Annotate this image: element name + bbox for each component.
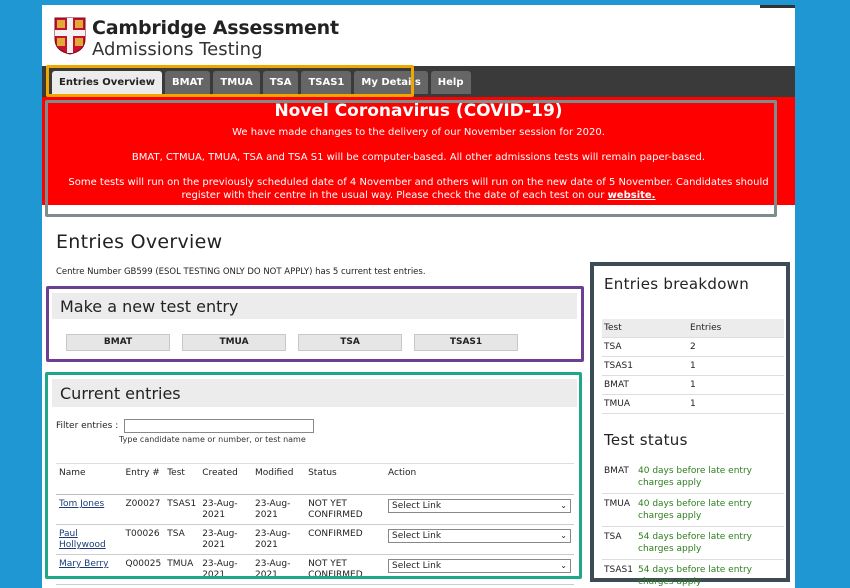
tab-help[interactable]: Help — [431, 71, 471, 94]
entry-created: 23-Aug-2021 — [199, 495, 252, 525]
banner-line-3: Some tests will run on the previously scheduled date of 4 November and others will run on the new date of 5 November. Candidates should register with their centre in the usual way. Please check the date of each test on our website. — [68, 177, 769, 201]
breakdown-count: 2 — [688, 338, 784, 357]
table-row — [602, 357, 784, 376]
status-text: 54 days before late entry charges apply — [636, 560, 784, 588]
tab-entries-overview[interactable]: Entries Overview — [52, 71, 162, 94]
breakdown-test: TMUA — [602, 395, 688, 414]
table-row — [602, 527, 784, 560]
entry-modified: 23-Aug-2021 — [252, 555, 305, 585]
col-action: Action — [385, 464, 574, 495]
entry-test: TMUA — [164, 555, 199, 585]
breakdown-title: Entries breakdown — [604, 275, 750, 293]
page-title: Entries Overview — [56, 231, 223, 253]
breakdown-count: 1 — [688, 376, 784, 395]
website-link[interactable]: website. — [607, 190, 656, 201]
crest-icon — [54, 17, 86, 55]
breakdown-header-row — [602, 319, 784, 338]
highlight-box-current-entries — [45, 372, 582, 579]
col-modified: Modified — [252, 464, 305, 495]
status-text: 40 days before late entry charges apply — [636, 461, 784, 494]
filter-hint: Type candidate name or number, or test name — [119, 435, 306, 444]
banner-line-2: BMAT, CTMUA, TMUA, TSA and TSA S1 will be computer-based. All other admissions tests will remain paper-based. — [131, 152, 706, 163]
breakdown-test: BMAT — [602, 376, 688, 395]
entry-status: CONFIRMED — [305, 525, 385, 555]
status-test: TSA — [602, 527, 636, 560]
logo-title: Cambridge Assessment — [92, 17, 339, 39]
table-row — [602, 560, 784, 588]
col-created: Created — [199, 464, 252, 495]
entry-modified: 23-Aug-2021 — [252, 495, 305, 525]
banner-title: Novel Coronavirus (COVID-19) — [274, 101, 563, 121]
top-accent-bar — [760, 5, 795, 8]
entry-modified: 23-Aug-2021 — [252, 525, 305, 555]
tab-tsa[interactable]: TSA — [263, 71, 299, 94]
test-status-title: Test status — [604, 431, 688, 449]
highlight-box-nav — [46, 65, 414, 97]
entry-name-link[interactable]: Paul Hollywood — [59, 529, 106, 550]
status-text: 54 days before late entry charges apply — [636, 527, 784, 560]
test-status-table — [602, 461, 784, 588]
page-container — [42, 5, 795, 588]
new-bmat-button[interactable]: BMAT — [66, 334, 170, 351]
status-test: BMAT — [602, 461, 636, 494]
new-tsas1-button[interactable]: TSAS1 — [414, 334, 518, 351]
table-row — [602, 395, 784, 414]
entry-name-link[interactable]: Mary Berry — [59, 559, 109, 569]
table-row — [602, 376, 784, 395]
table-row — [602, 461, 784, 494]
highlight-box-new-entry — [46, 286, 584, 362]
tab-bmat[interactable]: BMAT — [165, 71, 210, 94]
breakdown-col-entries: Entries — [688, 319, 784, 338]
action-select[interactable]: Select Link ⌄ — [388, 559, 571, 573]
breakdown-test: TSA — [602, 338, 688, 357]
tab-tsas1[interactable]: TSAS1 — [301, 71, 351, 94]
entry-number: T00026 — [123, 525, 165, 555]
action-select[interactable]: Select Link ⌄ — [388, 499, 571, 513]
banner-line-1: We have made changes to the delivery of our November session for 2020. — [232, 127, 605, 138]
status-test: TMUA — [602, 494, 636, 527]
entry-created: 23-Aug-2021 — [199, 555, 252, 585]
action-select[interactable]: Select Link ⌄ — [388, 529, 571, 543]
breakdown-col-test: Test — [602, 319, 688, 338]
chevron-down-icon: ⌄ — [560, 531, 567, 540]
entry-test: TSA — [164, 525, 199, 555]
new-entry-title: Make a new test entry — [60, 297, 239, 316]
highlight-box-banner — [45, 100, 777, 217]
breakdown-count: 1 — [688, 357, 784, 376]
entry-name-link[interactable]: Tom Jones — [59, 499, 105, 509]
tab-tmua[interactable]: TMUA — [213, 71, 259, 94]
status-test: TSAS1 — [602, 560, 636, 588]
entry-created: 23-Aug-2021 — [199, 525, 252, 555]
centre-note: Centre Number GB599 (ESOL TESTING ONLY DO NOT APPLY) has 5 current test entries. — [56, 267, 426, 277]
current-entries-title: Current entries — [60, 384, 181, 403]
new-tmua-button[interactable]: TMUA — [182, 334, 286, 351]
col-entry: Entry # — [123, 464, 165, 495]
col-name: Name — [56, 464, 123, 495]
entry-number: Q00025 — [123, 555, 165, 585]
entry-status: NOT YET CONFIRMED — [305, 555, 385, 585]
new-tsa-button[interactable]: TSA — [298, 334, 402, 351]
filter-label: Filter entries : — [56, 421, 119, 431]
entry-number: Z00027 — [123, 495, 165, 525]
tab-my-details[interactable]: My Details — [354, 71, 427, 94]
table-row — [602, 494, 784, 527]
logo-subtitle: Admissions Testing — [92, 39, 263, 60]
breakdown-table — [602, 319, 784, 414]
entry-test: TSAS1 — [164, 495, 199, 525]
status-text: 40 days before late entry charges apply — [636, 494, 784, 527]
breakdown-count: 1 — [688, 395, 784, 414]
chevron-down-icon: ⌄ — [560, 561, 567, 570]
table-row — [602, 338, 784, 357]
breakdown-test: TSAS1 — [602, 357, 688, 376]
right-panel — [590, 262, 790, 587]
entry-status: NOT YET CONFIRMED — [305, 495, 385, 525]
chevron-down-icon: ⌄ — [560, 501, 567, 510]
col-test: Test — [164, 464, 199, 495]
col-status: Status — [305, 464, 385, 495]
